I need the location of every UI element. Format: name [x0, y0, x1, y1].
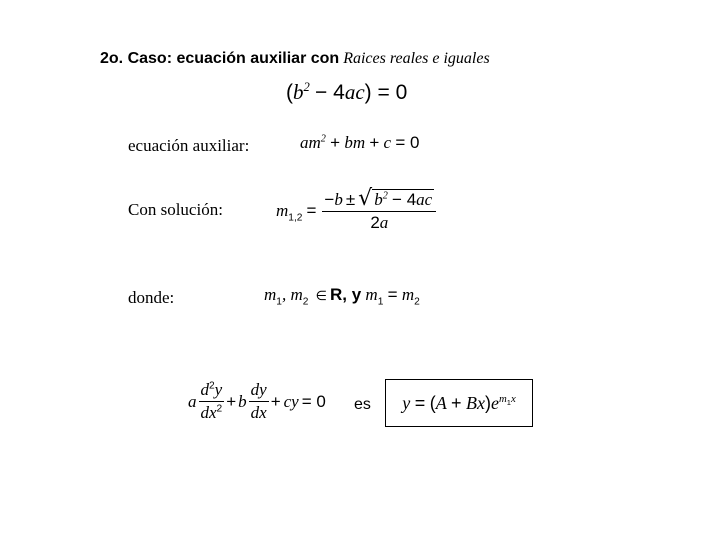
quadratic-fraction: − b ± √ $b^2 - 4ac$ 2a	[322, 188, 436, 233]
general-solution: $y = (A + Bx)e^{m_1x}$	[402, 392, 516, 413]
aux-equation: $am^2$ + bm + c = 0	[300, 133, 420, 152]
title-bold-part: 2o. Caso: ecuación auxiliar con	[100, 50, 340, 67]
donde-label: donde:	[128, 288, 175, 307]
slide-title	[100, 50, 490, 68]
solution-label: Con solución:	[128, 200, 223, 219]
solution-box	[385, 379, 533, 427]
title-italic-part: Raices reales e iguales	[343, 50, 490, 67]
aux-equation-label: ecuación auxiliar:	[128, 136, 250, 155]
differential-equation: a $\frac{d^2y}{dx^2}$ + b $\frac{dy}{dx}$ + cy = 0	[188, 380, 326, 422]
condition-equation: $(b^2 - 4ac) = 0$	[286, 80, 408, 104]
roots-condition: $m_1$, $m_2$ ∈ R, y $m_1 = m_2$	[264, 285, 420, 308]
quadratic-formula: $m_{1,2}$ = − b ± √ $b^2 - 4ac$ 2a	[276, 188, 438, 233]
es-connector: es	[354, 396, 371, 413]
